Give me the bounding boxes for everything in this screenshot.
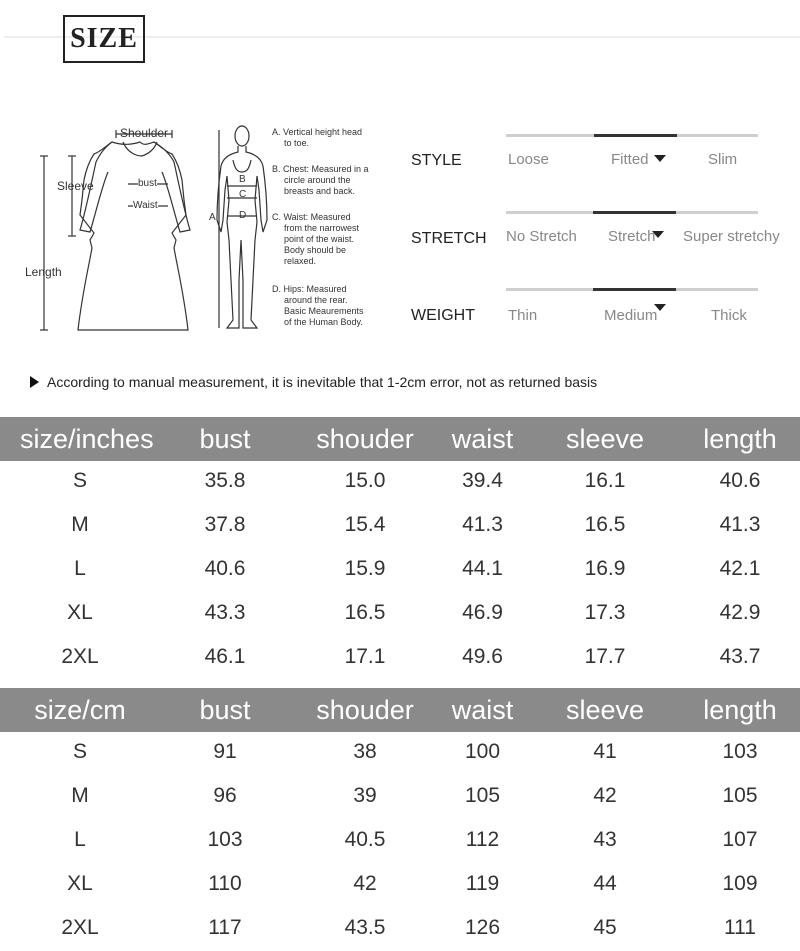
length-cell: 109 (722, 872, 758, 895)
shoulder-cell: 15.4 (344, 513, 386, 536)
weight-line-left (506, 288, 593, 291)
shoulder-cell: 38 (353, 740, 377, 763)
header-sleeve: sleeve (565, 424, 645, 454)
bust-cell: 35.8 (204, 469, 246, 492)
length-cell: 42.1 (719, 557, 761, 580)
weight-selected-marker-icon (654, 304, 666, 311)
shoulder-cell: 39 (353, 784, 377, 807)
note-a: A. Vertical height head to toe. (272, 127, 363, 148)
length-cell: 105 (722, 784, 758, 807)
sleeve-cell: 17.7 (584, 645, 626, 668)
size-cell: XL (67, 601, 93, 624)
style-option-fitted: Fitted (611, 151, 649, 168)
weight-option-medium: Medium (604, 307, 658, 324)
table-row (0, 818, 800, 862)
cm-table-header (0, 688, 800, 732)
bust-cell: 110 (208, 872, 242, 895)
measurement-notice (30, 374, 597, 390)
style-line-selected (594, 134, 677, 137)
sleeve-cell: 17.3 (584, 601, 626, 624)
style-label: STYLE (411, 152, 462, 169)
page-title: SIZE (63, 15, 145, 63)
body-letter-a: A (209, 212, 216, 223)
length-cell: 107 (722, 828, 758, 851)
waist-cell: 44.1 (462, 557, 503, 580)
header-shoulder: shouder (316, 695, 414, 725)
notice-text: According to manual measurement, it is inevitable that 1-2cm error, not as returned basis (47, 374, 598, 390)
size-cell: L (74, 828, 86, 851)
table-row (0, 635, 800, 679)
sleeve-cell: 45 (593, 916, 617, 939)
stretch-option-super-stretchy: Super stretchy (683, 228, 780, 245)
sleeve-cell: 16.9 (584, 557, 626, 580)
header-sleeve: sleeve (565, 695, 645, 725)
waist-cell: 100 (464, 740, 501, 763)
table-row (0, 459, 800, 503)
waist-cell: 112 (465, 828, 500, 851)
weight-line-selected (593, 288, 676, 291)
shoulder-cell: 16.5 (344, 601, 386, 624)
weight-option-thick: Thick (711, 307, 747, 324)
bust-cell: 40.6 (204, 557, 246, 580)
sleeve-cell: 43 (593, 828, 617, 851)
body-letter-c: C (239, 189, 247, 200)
length-cell: 103 (722, 740, 758, 763)
stretch-line-selected (593, 211, 676, 214)
shoulder-cell: 42 (353, 872, 377, 895)
style-line-left (506, 134, 594, 137)
stretch-selected-marker-icon (652, 231, 664, 238)
body-figure (205, 120, 270, 335)
waist-cell: 39.4 (462, 469, 503, 492)
header-bust: bust (199, 695, 251, 725)
sleeve-cell: 16.5 (584, 513, 626, 536)
header-length: length (703, 424, 777, 454)
waist-cell: 41.3 (462, 513, 503, 536)
sleeve-cell: 42 (593, 784, 617, 807)
waist-cell: 49.6 (462, 645, 503, 668)
table-row (0, 774, 800, 818)
length-cell: 42.9 (719, 601, 761, 624)
note-d: D. Hips: Measured around the rear. Basic Meaurements of the Human Body. (272, 284, 364, 327)
shoulder-cell: 43.5 (344, 916, 386, 939)
inches-table-header (0, 417, 800, 461)
shoulder-label: Shoulder (120, 126, 169, 140)
style-option-slim: Slim (708, 151, 738, 168)
waist-cell: 105 (464, 784, 501, 807)
bust-cell: 103 (207, 828, 243, 851)
size-cell: S (72, 469, 87, 492)
bust-cell: 46.1 (204, 645, 246, 668)
weight-line-right (676, 288, 758, 291)
bust-cell: 117 (208, 916, 242, 939)
size-cell: XL (67, 872, 93, 895)
size-cell: 2XL (61, 916, 99, 939)
stretch-line-right (676, 211, 758, 214)
table-row (0, 906, 800, 950)
bust-label: bust (138, 178, 157, 189)
sleeve-cell: 16.1 (584, 469, 626, 492)
length-label: Length (25, 265, 62, 279)
style-selected-marker-icon (654, 155, 666, 162)
style-option-loose: Loose (508, 151, 549, 168)
bust-cell: 43.3 (204, 601, 246, 624)
header-length: length (703, 695, 777, 725)
body-letter-d: D (239, 210, 247, 221)
note-b: B. Chest: Measured in a circle around the breasts and back. (272, 164, 369, 196)
bust-cell: 37.8 (204, 513, 246, 536)
stretch-option-stretch: Stretch (608, 228, 656, 245)
weight-option-thin: Thin (508, 307, 538, 324)
length-cell: 43.7 (719, 645, 761, 668)
waist-cell: 119 (465, 872, 500, 895)
header-size: size/inches (20, 424, 154, 454)
header-waist: waist (451, 424, 514, 454)
length-cell: 41.3 (719, 513, 761, 536)
length-cell: 111 (724, 916, 756, 939)
shoulder-cell: 15.9 (344, 557, 386, 580)
sleeve-label: Sleeve (57, 179, 94, 193)
shoulder-cell: 17.1 (344, 645, 386, 668)
shoulder-cell: 15.0 (344, 469, 386, 492)
dress-diagram (20, 120, 205, 335)
header-bust: bust (199, 424, 251, 454)
size-cell: M (71, 784, 89, 807)
stretch-option-no-stretch: No Stretch (506, 228, 577, 245)
sleeve-cell: 44 (593, 872, 617, 895)
stretch-line-left (506, 211, 593, 214)
table-row (0, 503, 800, 547)
size-cell: M (71, 513, 89, 536)
shoulder-cell: 40.5 (344, 828, 386, 851)
stretch-label: STRETCH (411, 230, 487, 247)
header-shoulder: shouder (316, 424, 414, 454)
style-line-right (677, 134, 758, 137)
table-row (0, 591, 800, 635)
weight-label: WEIGHT (411, 307, 475, 324)
waist-cell: 46.9 (462, 601, 503, 624)
waist-label: Waist (133, 200, 158, 211)
sleeve-cell: 41 (593, 740, 617, 763)
size-cell: 2XL (61, 645, 99, 668)
table-row (0, 730, 800, 774)
header-waist: waist (451, 695, 514, 725)
table-row (0, 862, 800, 906)
bust-cell: 91 (213, 740, 237, 763)
size-cell: L (74, 557, 86, 580)
bust-cell: 96 (213, 784, 237, 807)
table-row (0, 547, 800, 591)
header-size: size/cm (34, 695, 126, 725)
size-cell: S (72, 740, 87, 763)
play-arrow-icon (30, 376, 39, 388)
note-c: C. Waist: Measured from the narrowest point of the waist. Body should be relaxed. (272, 212, 360, 266)
waist-cell: 126 (464, 916, 501, 939)
body-letter-b: B (239, 174, 246, 185)
length-cell: 40.6 (719, 469, 761, 492)
